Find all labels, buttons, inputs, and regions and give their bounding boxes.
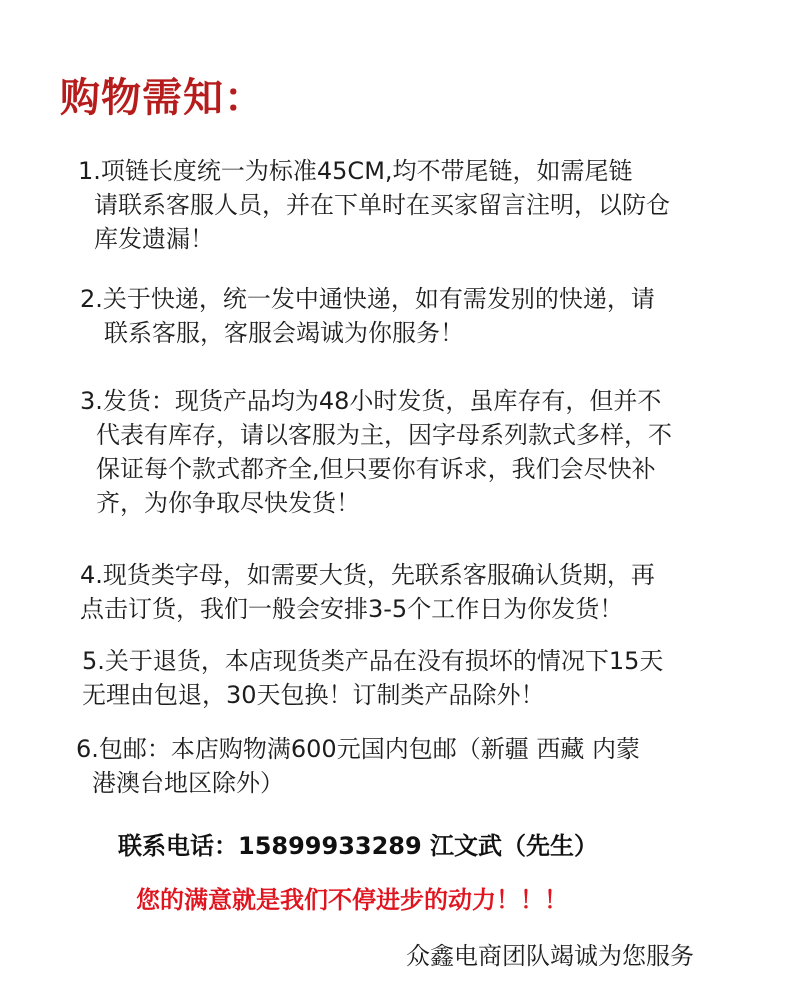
team-signature: 众鑫电商团队竭诚为您服务 — [406, 942, 694, 970]
notice-1-line-3: 库发遗漏！ — [94, 225, 214, 253]
notice-4-line-2: 点击订货，我们一般会安排3-5个工作日为你发货！ — [80, 595, 624, 623]
notice-5 — [82, 644, 663, 712]
notice-5-line-2: 无理由包退，30天包换！订制类产品除外！ — [82, 681, 545, 709]
notice-6 — [76, 732, 640, 800]
notice-6-line-2: 港澳台地区除外） — [92, 769, 284, 797]
notice-1-line-2: 请联系客服人员，并在下单时在买家留言注明，以防仓 — [94, 191, 670, 219]
notice-4 — [80, 558, 655, 626]
slogan: 您的满意就是我们不停进步的动力！！！ — [136, 886, 568, 914]
notice-2 — [80, 282, 655, 350]
contact-phone: 联系电话：15899933289 江文武（先生） — [118, 832, 599, 860]
notice-3-line-1: 3.发货：现货产品均为48小时发货，虽库存有，但并不 — [80, 387, 662, 415]
notice-1-line-1: 1.项链长度统一为标准45CM,均不带尾链，如需尾链 — [78, 157, 633, 185]
notice-3 — [80, 384, 672, 520]
page-title: 购物需知： — [60, 75, 265, 121]
notice-2-line-2: 联系客服，客服会竭诚为你服务！ — [104, 319, 464, 347]
notice-3-line-3: 保证每个款式都齐全,但只要你有诉求，我们会尽快补 — [96, 455, 656, 483]
notice-4-line-1: 4.现货类字母，如需要大货，先联系客服确认货期，再 — [80, 561, 655, 589]
notice-3-line-2: 代表有库存，请以客服为主，因字母系列款式多样，不 — [96, 421, 672, 449]
notice-1 — [78, 154, 670, 256]
notice-6-line-1: 6.包邮：本店购物满600元国内包邮（新疆 西藏 内蒙 — [76, 735, 640, 763]
notice-5-line-1: 5.关于退货，本店现货类产品在没有损坏的情况下15天 — [82, 647, 664, 675]
notice-3-line-4: 齐，为你争取尽快发货！ — [96, 489, 360, 517]
notice-2-line-1: 2.关于快递，统一发中通快递，如有需发别的快递，请 — [80, 285, 655, 313]
